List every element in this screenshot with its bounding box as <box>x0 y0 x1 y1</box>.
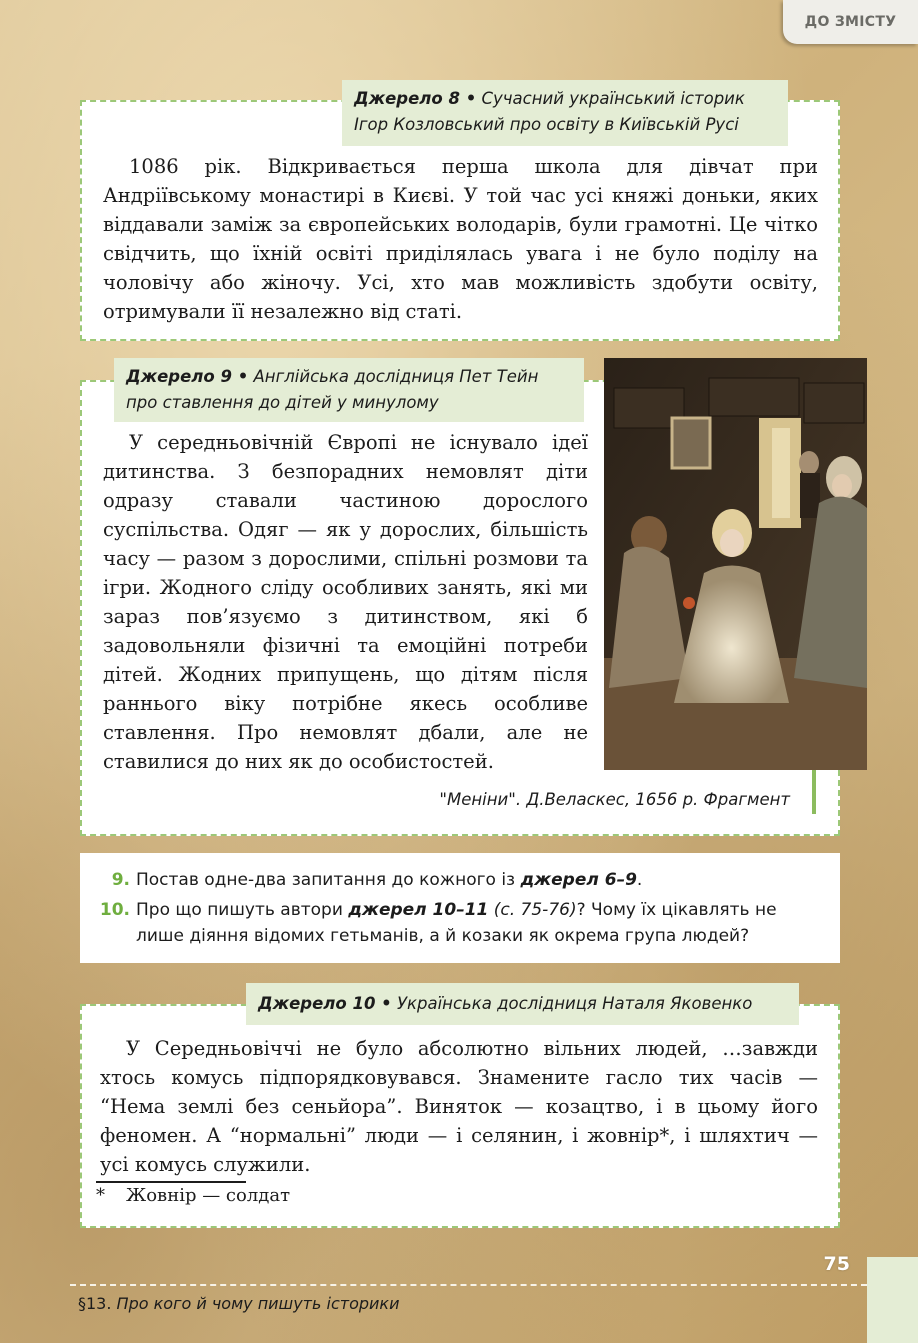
source-10-text <box>100 1034 818 1179</box>
source-8-author-line2: Ігор Козловський про освіту в Київській Русі <box>354 115 739 134</box>
caption-accent-bar <box>812 770 816 814</box>
footer-divider <box>70 1284 867 1286</box>
source-8-author-line1: Сучасний український історик <box>481 89 745 108</box>
source-9-author-line2: про ставлення до дітей у минулому <box>126 393 439 412</box>
source-9-paragraph: У середньовічній Європі не існувало ідеї дитинства. З безпорадних немовлят діти одразу ставали частиною дорослого суспільства. Одяг — як у дорослих, більшість часу — разом з дорослими, спільні розмови та ігри. Жодного сліду особливих занять, які ми зараз пов’язуємо з дитинством, які б задовольняли фізичні та емоційні потреби дітей. Жодних припущень, що дітям після раннього віку потрібне якесь особливе ставлення. Про немовлят дбали, але не ставилися до них як до особистостей. <box>103 431 588 773</box>
footnote-mark: * <box>96 1185 105 1206</box>
table-of-contents-tab[interactable]: ДО ЗМІСТУ <box>783 0 918 44</box>
section-title: Про кого й чому пишуть історики <box>116 1294 400 1313</box>
source-8-paragraph: 1086 рік. Відкривається перша школа для дівчат при Андріївському монастирі в Києві. У той час усі княжі доньки, яких віддавали заміж за європейських володарів, були грамотні. Це чітко свідчить, що їхній освіті приділялась увага і не було поділу на чоловічу або жіночу. Усі, хто мав можливість здобути освіту, отримували її незалежно від статі. <box>103 155 818 323</box>
source-9-label: Джерело 9 • <box>126 367 249 386</box>
painting-caption: "Меніни". Д.Веласкес, 1656 р. Фрагмент <box>439 790 790 809</box>
source-10-label: Джерело 10 • <box>258 994 392 1013</box>
source-9-text <box>103 428 588 776</box>
questions-box <box>80 853 840 963</box>
painting-illustration <box>604 358 867 770</box>
source-9-heading <box>114 358 584 422</box>
source-10-author-line1: Українська дослідниця Наталя Яковенко <box>396 994 753 1013</box>
footnote <box>96 1185 290 1206</box>
footnote-text: Жовнір — солдат <box>126 1185 291 1206</box>
footer-section-title <box>78 1294 399 1313</box>
question-number: 9. <box>111 870 130 890</box>
page-corner-block <box>867 1257 918 1343</box>
source-10-heading <box>246 983 799 1025</box>
source-9-author-line1: Англійська дослідниця Пет Тейн <box>253 367 539 386</box>
question-number: 10. <box>99 900 130 920</box>
question-text: Про що пишуть автори джерел 10–11 (с. 75-76)? Чому їх цікавлять не лише діяння відомих гетьманів, а й козаки як окрема група людей? <box>136 900 777 946</box>
las-meninas-painting <box>604 358 867 770</box>
question-text: Постав одне-два запитання до кожного із джерел 6–9. <box>136 870 643 890</box>
source-8-label: Джерело 8 • <box>354 89 477 108</box>
source-8-heading <box>342 80 788 146</box>
source-8-text <box>103 152 818 326</box>
source-10-paragraph: У Середньовіччі не було абсолютно вільних людей, …завжди хтось комусь підпорядковувався. Знамените гасло тих часів — “Нема землі без сеньйора”. Виняток — козацтво, і в цьому його феномен. А “нормальні” люди — і селянин, і жовнір*, і шляхтич — усі комусь служили. <box>100 1037 818 1176</box>
footnote-divider <box>96 1181 246 1183</box>
page-number: 75 <box>823 1253 850 1275</box>
section-number: §13. <box>78 1294 112 1313</box>
